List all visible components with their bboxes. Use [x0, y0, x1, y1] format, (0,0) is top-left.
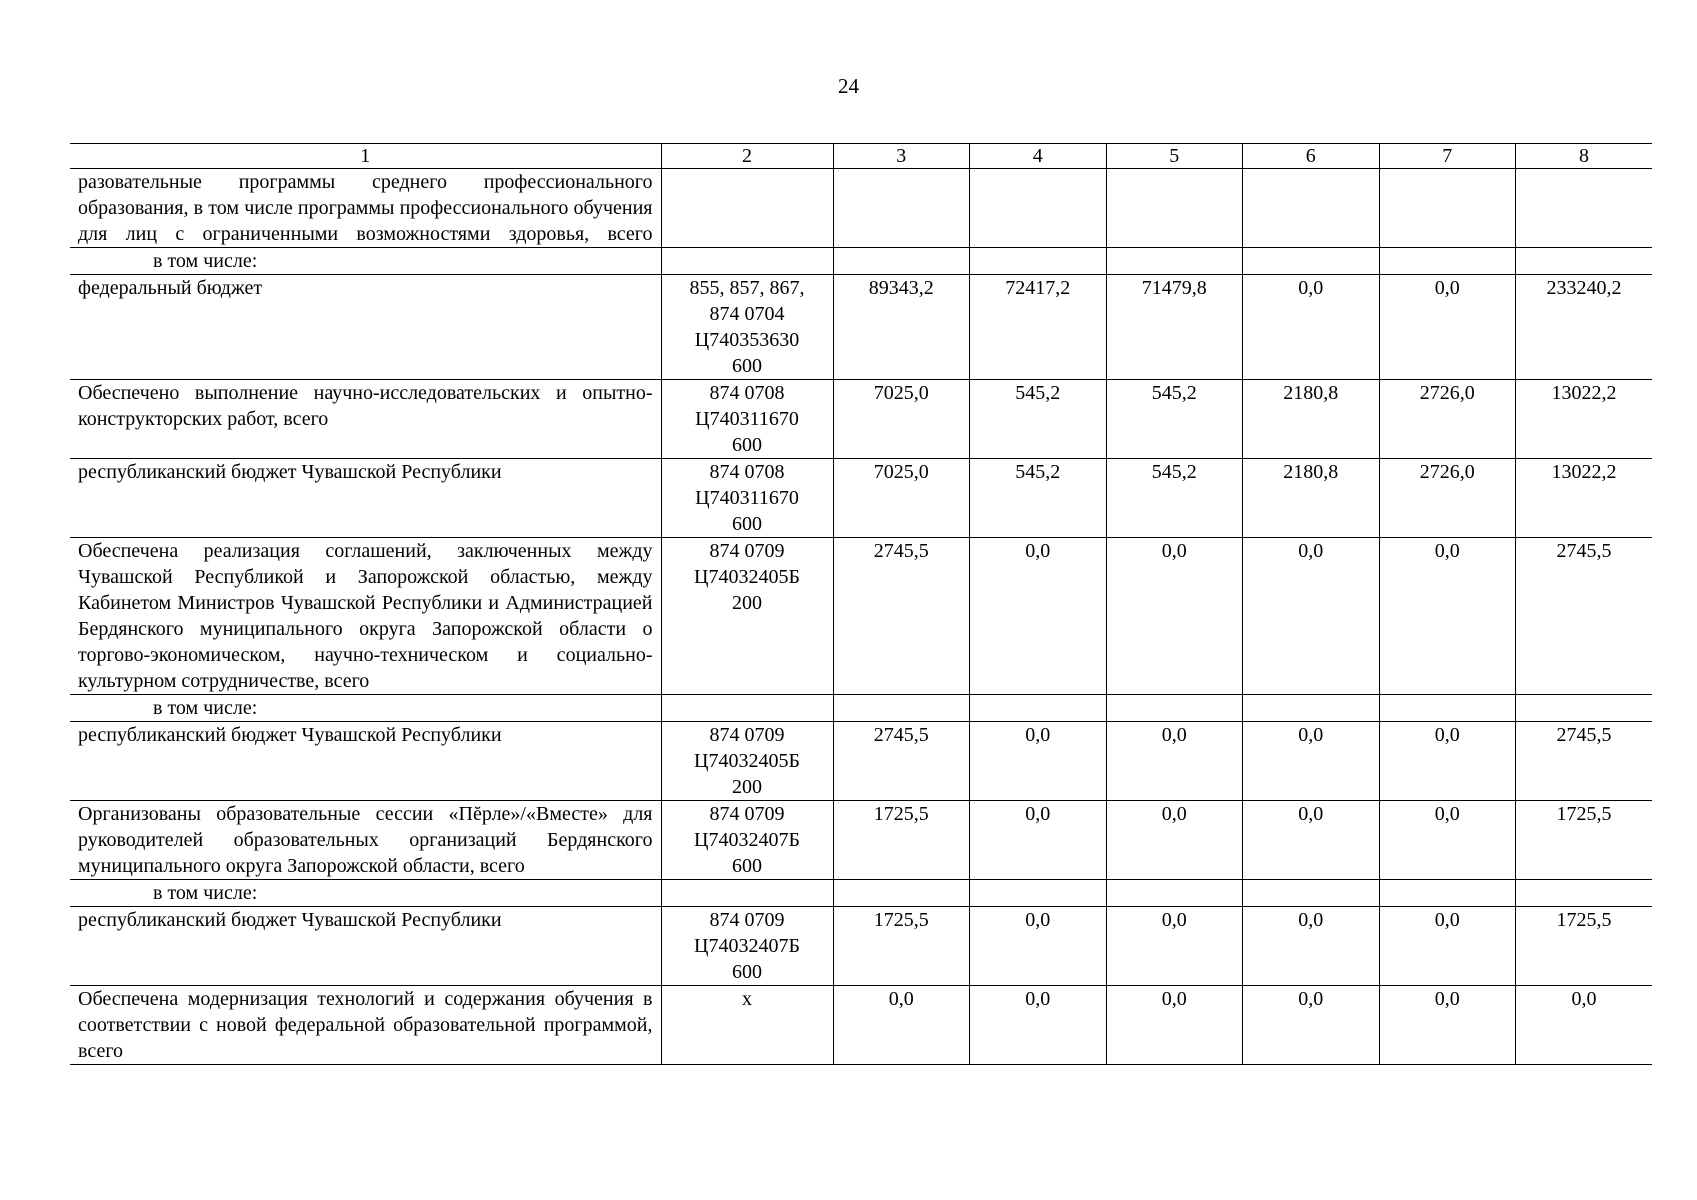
row-value-col8 — [1516, 248, 1653, 275]
row-budget-code: 874 0709 Ц74032405Б 200 — [661, 722, 833, 801]
budget-table — [70, 143, 1652, 1065]
table-row-subheading — [70, 248, 1652, 275]
row-value-col5: 545,2 — [1106, 380, 1243, 459]
row-value-col7: 0,0 — [1379, 801, 1516, 880]
column-header-6: 6 — [1243, 144, 1380, 169]
table-row — [70, 275, 1652, 380]
header-row — [70, 144, 1652, 169]
row-value-col8: 2745,5 — [1516, 538, 1653, 695]
row-budget-code — [661, 248, 833, 275]
page-number: 24 — [838, 74, 859, 98]
row-value-col4: 0,0 — [970, 722, 1107, 801]
row-value-col5: 0,0 — [1106, 986, 1243, 1065]
row-value-col4: 0,0 — [970, 801, 1107, 880]
row-name: республиканский бюджет Чувашской Республики — [70, 907, 661, 986]
row-value-col6: 0,0 — [1243, 801, 1380, 880]
row-value-col5 — [1106, 248, 1243, 275]
row-name: разовательные программы среднего профессионального образования, в том числе программы профессионального обучения для лиц с ограниченными возможностями здоровья, всего — [70, 169, 661, 248]
row-name: Обеспечена модернизация технологий и содержания обучения в соответствии с новой федеральной образовательной программой, всего — [70, 986, 661, 1065]
table-row — [70, 907, 1652, 986]
row-value-col5 — [1106, 695, 1243, 722]
row-value-col7 — [1379, 248, 1516, 275]
row-value-col4: 0,0 — [970, 907, 1107, 986]
row-value-col5 — [1106, 880, 1243, 907]
row-name: в том числе: — [70, 880, 661, 907]
table-header — [70, 144, 1652, 169]
row-budget-code: 874 0709 Ц74032407Б 600 — [661, 801, 833, 880]
table-row-subheading — [70, 880, 1652, 907]
row-value-col4: 0,0 — [970, 538, 1107, 695]
row-value-col8: 1725,5 — [1516, 907, 1653, 986]
table-row — [70, 538, 1652, 695]
column-header-8: 8 — [1516, 144, 1653, 169]
row-value-col6 — [1243, 248, 1380, 275]
row-value-col3: 1725,5 — [833, 801, 970, 880]
row-name: федеральный бюджет — [70, 275, 661, 380]
row-value-col6: 2180,8 — [1243, 380, 1380, 459]
row-value-col7: 0,0 — [1379, 986, 1516, 1065]
row-value-col7: 0,0 — [1379, 907, 1516, 986]
row-value-col8: 13022,2 — [1516, 380, 1653, 459]
row-value-col6 — [1243, 695, 1380, 722]
table-row — [70, 986, 1652, 1065]
row-value-col5: 545,2 — [1106, 459, 1243, 538]
row-value-col4 — [970, 880, 1107, 907]
row-value-col8 — [1516, 880, 1653, 907]
row-value-col5: 71479,8 — [1106, 275, 1243, 380]
row-value-col7: 0,0 — [1379, 722, 1516, 801]
row-value-col3: 2745,5 — [833, 722, 970, 801]
row-value-col7 — [1379, 169, 1516, 248]
row-value-col8: 1725,5 — [1516, 801, 1653, 880]
column-header-7: 7 — [1379, 144, 1516, 169]
row-value-col3: 7025,0 — [833, 380, 970, 459]
row-value-col3: 1725,5 — [833, 907, 970, 986]
row-budget-code: x — [661, 986, 833, 1065]
row-value-col3: 2745,5 — [833, 538, 970, 695]
column-header-4: 4 — [970, 144, 1107, 169]
column-header-5: 5 — [1106, 144, 1243, 169]
row-value-col8: 13022,2 — [1516, 459, 1653, 538]
row-value-col3 — [833, 880, 970, 907]
row-budget-code: 874 0708 Ц740311670 600 — [661, 459, 833, 538]
row-name: Обеспечена реализация соглашений, заключенных между Чувашской Республикой и Запорожской областью, между Кабинетом Министров Чувашской Республики и Администрацией Бердянского муниципального округа Запорожской области о торгово-экономическом, научно-техническом и социально-культурном сотрудничестве, всего — [70, 538, 661, 695]
row-value-col3: 7025,0 — [833, 459, 970, 538]
row-budget-code — [661, 169, 833, 248]
row-budget-code: 874 0708 Ц740311670 600 — [661, 380, 833, 459]
row-name: Организованы образовательные сессии «Пĕрле»/«Вместе» для руководителей образовательных организаций Бердянского муниципального округа Запорожской области, всего — [70, 801, 661, 880]
row-value-col4 — [970, 169, 1107, 248]
row-value-col8 — [1516, 695, 1653, 722]
row-name: в том числе: — [70, 695, 661, 722]
row-value-col6: 0,0 — [1243, 986, 1380, 1065]
row-value-col8: 2745,5 — [1516, 722, 1653, 801]
row-value-col6: 0,0 — [1243, 907, 1380, 986]
table-body — [70, 169, 1652, 1065]
row-value-col4: 72417,2 — [970, 275, 1107, 380]
row-value-col7 — [1379, 880, 1516, 907]
row-value-col6: 0,0 — [1243, 275, 1380, 380]
row-value-col8: 0,0 — [1516, 986, 1653, 1065]
row-value-col3: 0,0 — [833, 986, 970, 1065]
row-value-col4: 545,2 — [970, 459, 1107, 538]
row-name: Обеспечено выполнение научно-исследовательских и опытно-конструкторских работ, всего — [70, 380, 661, 459]
row-budget-code: 855, 857, 867, 874 0704 Ц740353630 600 — [661, 275, 833, 380]
row-budget-code — [661, 880, 833, 907]
table-row — [70, 380, 1652, 459]
row-budget-code: 874 0709 Ц74032407Б 600 — [661, 907, 833, 986]
row-value-col3 — [833, 695, 970, 722]
table-row — [70, 169, 1652, 248]
row-value-col4: 0,0 — [970, 986, 1107, 1065]
row-value-col4 — [970, 248, 1107, 275]
row-value-col7 — [1379, 695, 1516, 722]
column-header-3: 3 — [833, 144, 970, 169]
table-row — [70, 801, 1652, 880]
row-value-col5: 0,0 — [1106, 801, 1243, 880]
row-value-col5: 0,0 — [1106, 722, 1243, 801]
row-value-col7: 2726,0 — [1379, 380, 1516, 459]
row-value-col4: 545,2 — [970, 380, 1107, 459]
row-value-col7: 2726,0 — [1379, 459, 1516, 538]
column-header-1: 1 — [70, 144, 661, 169]
table-row-subheading — [70, 695, 1652, 722]
row-value-col4 — [970, 695, 1107, 722]
row-name: в том числе: — [70, 248, 661, 275]
table-row — [70, 459, 1652, 538]
row-value-col3 — [833, 169, 970, 248]
row-value-col3 — [833, 248, 970, 275]
row-value-col5 — [1106, 169, 1243, 248]
row-budget-code: 874 0709 Ц74032405Б 200 — [661, 538, 833, 695]
row-value-col3: 89343,2 — [833, 275, 970, 380]
row-name: республиканский бюджет Чувашской Республики — [70, 459, 661, 538]
row-value-col6 — [1243, 169, 1380, 248]
row-value-col7: 0,0 — [1379, 538, 1516, 695]
row-value-col6: 2180,8 — [1243, 459, 1380, 538]
row-budget-code — [661, 695, 833, 722]
row-value-col6: 0,0 — [1243, 722, 1380, 801]
row-value-col6 — [1243, 880, 1380, 907]
row-value-col5: 0,0 — [1106, 538, 1243, 695]
row-value-col8 — [1516, 169, 1653, 248]
row-value-col8: 233240,2 — [1516, 275, 1653, 380]
row-value-col5: 0,0 — [1106, 907, 1243, 986]
table-row — [70, 722, 1652, 801]
row-value-col7: 0,0 — [1379, 275, 1516, 380]
row-value-col6: 0,0 — [1243, 538, 1380, 695]
column-header-2: 2 — [661, 144, 833, 169]
row-name: республиканский бюджет Чувашской Республики — [70, 722, 661, 801]
